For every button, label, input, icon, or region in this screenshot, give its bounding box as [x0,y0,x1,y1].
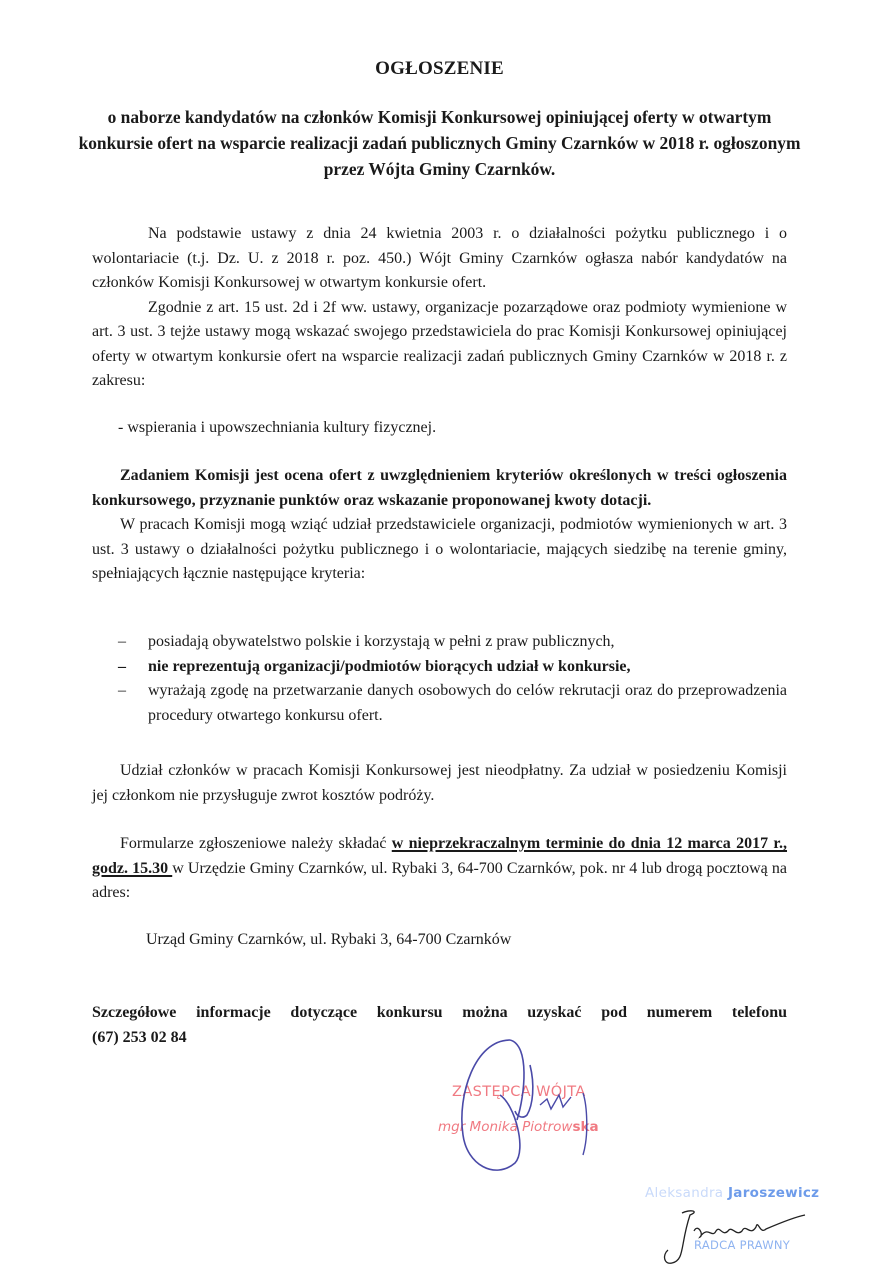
deputy-signature-icon [455,1035,615,1185]
criteria-list [92,630,787,728]
submission-deadline: w nieprzekraczalnym terminie do dnia 12 marca 2017 r., godz. 15.30 [92,835,788,877]
deputy-name-prefix: mgr Monika Piotrow [438,1119,573,1135]
lawyer-name: Jaroszewicz [727,1185,820,1201]
unpaid-notice-text: Udział członków w pracach Komisji Konkursowej jest nieodpłatny. Za udział w posiedzeniu Komisji jej członkom nie przysługuje zwrot kosztów podróży. [92,762,787,804]
task-description: Zadaniem Komisji jest ocena ofert z uwzględnieniem kryteriów określonych w treści ogłoszenia konkursowego, przyznanie punktów oraz wskazanie proponowanej kwoty dotacji. [92,467,787,509]
dash-bullet: – [118,682,126,699]
contact-section [92,1001,787,1050]
criteria-text: nie reprezentują organizacji/podmiotów biorących udział w konkursie, [148,657,631,675]
contact-text: Szczegółowe informacje dotyczące konkursu można uzyskać pod numerem telefonu [92,1004,787,1021]
dash-bullet: – [118,633,126,650]
lawyer-name-faded: Aleksandra [645,1185,728,1201]
deputy-name-suffix: ska [572,1119,599,1135]
lawyer-stamp-title: RADCA PRAWNY [694,1238,791,1252]
criteria-item [92,630,787,655]
postal-address: Urząd Gminy Czarnków, ul. Rybaki 3, 64-700 Czarnków [146,931,512,948]
intro-paragraph-2: Zgodnie z art. 15 ust. 2d i 2f ww. ustawy, organizacje pozarządowe oraz podmioty wymienione w art. 3 ust. 3 tejże ustawy mogą wskazać swojego przedstawiciela do prac Komisji Konkursowej opiniującej oferty w otwartym konkursie ofert na wsparcie realizacji zadań publicznych Gminy Czarnków w 2018 r. z zakresu: [92,298,787,389]
dash-bullet: – [118,657,126,675]
unpaid-notice [92,759,787,808]
submission-lead: Formularze zgłoszeniowe należy składać [120,835,392,852]
intro-paragraph-1: Na podstawie ustawy z dnia 24 kwietnia 2003 r. o działalności pożytku publicznego i o wolontariacie (t.j. Dz. U. z 2018 r. poz. 450.) Wójt Gminy Czarnków ogłasza nabór kandydatów na członków Komisji Konkursowej w otwartym konkursie ofert. [92,225,787,291]
scope-item: - wspierania i upowszechniania kultury fizycznej. [118,419,437,436]
contact-phone: (67) 253 02 84 [92,1028,187,1046]
criteria-section [92,630,787,728]
submission-paragraph [92,832,787,906]
criteria-text: posiadają obywatelstwo polskie i korzystają w pełni z praw publicznych, [148,633,615,650]
submission-section [92,832,787,906]
intro-section [92,222,787,394]
submission-tail: w Urzędzie Gminy Czarnków, ul. Rybaki 3, 64-700 Czarnków, pok. nr 4 lub drogą pocztową na adres: [92,859,787,901]
deputy-stamp-title: ZASTĘPCA WÓJTA [452,1084,586,1100]
lawyer-stamp-name [645,1185,819,1201]
document-title: OGŁOSZENIE [375,58,504,79]
criteria-item [92,655,787,680]
task-section [92,464,787,587]
criteria-item [92,679,787,728]
document-subtitle: o naborze kandydatów na członków Komisji Konkursowej opiniującej oferty w otwartym konkursie ofert na wsparcie realizacji zadań publicznych Gminy Czarnków w 2018 r. ogłoszonym przez Wójta Gminy Czarnków. [78,107,801,179]
criteria-text: wyrażają zgodę na przetwarzanie danych osobowych do celów rekrutacji oraz do przeprowadzenia procedury otwartego konkursu ofert. [148,682,787,724]
criteria-intro: W pracach Komisji mogą wziąć udział przedstawiciele organizacji, podmiotów wymienionych w art. 3 ust. 3 ustawy o działalności pożytku publicznego i o wolontariacie, mających siedzibę na terenie gminy, spełniających łącznie następujące kryteria: [92,516,787,582]
